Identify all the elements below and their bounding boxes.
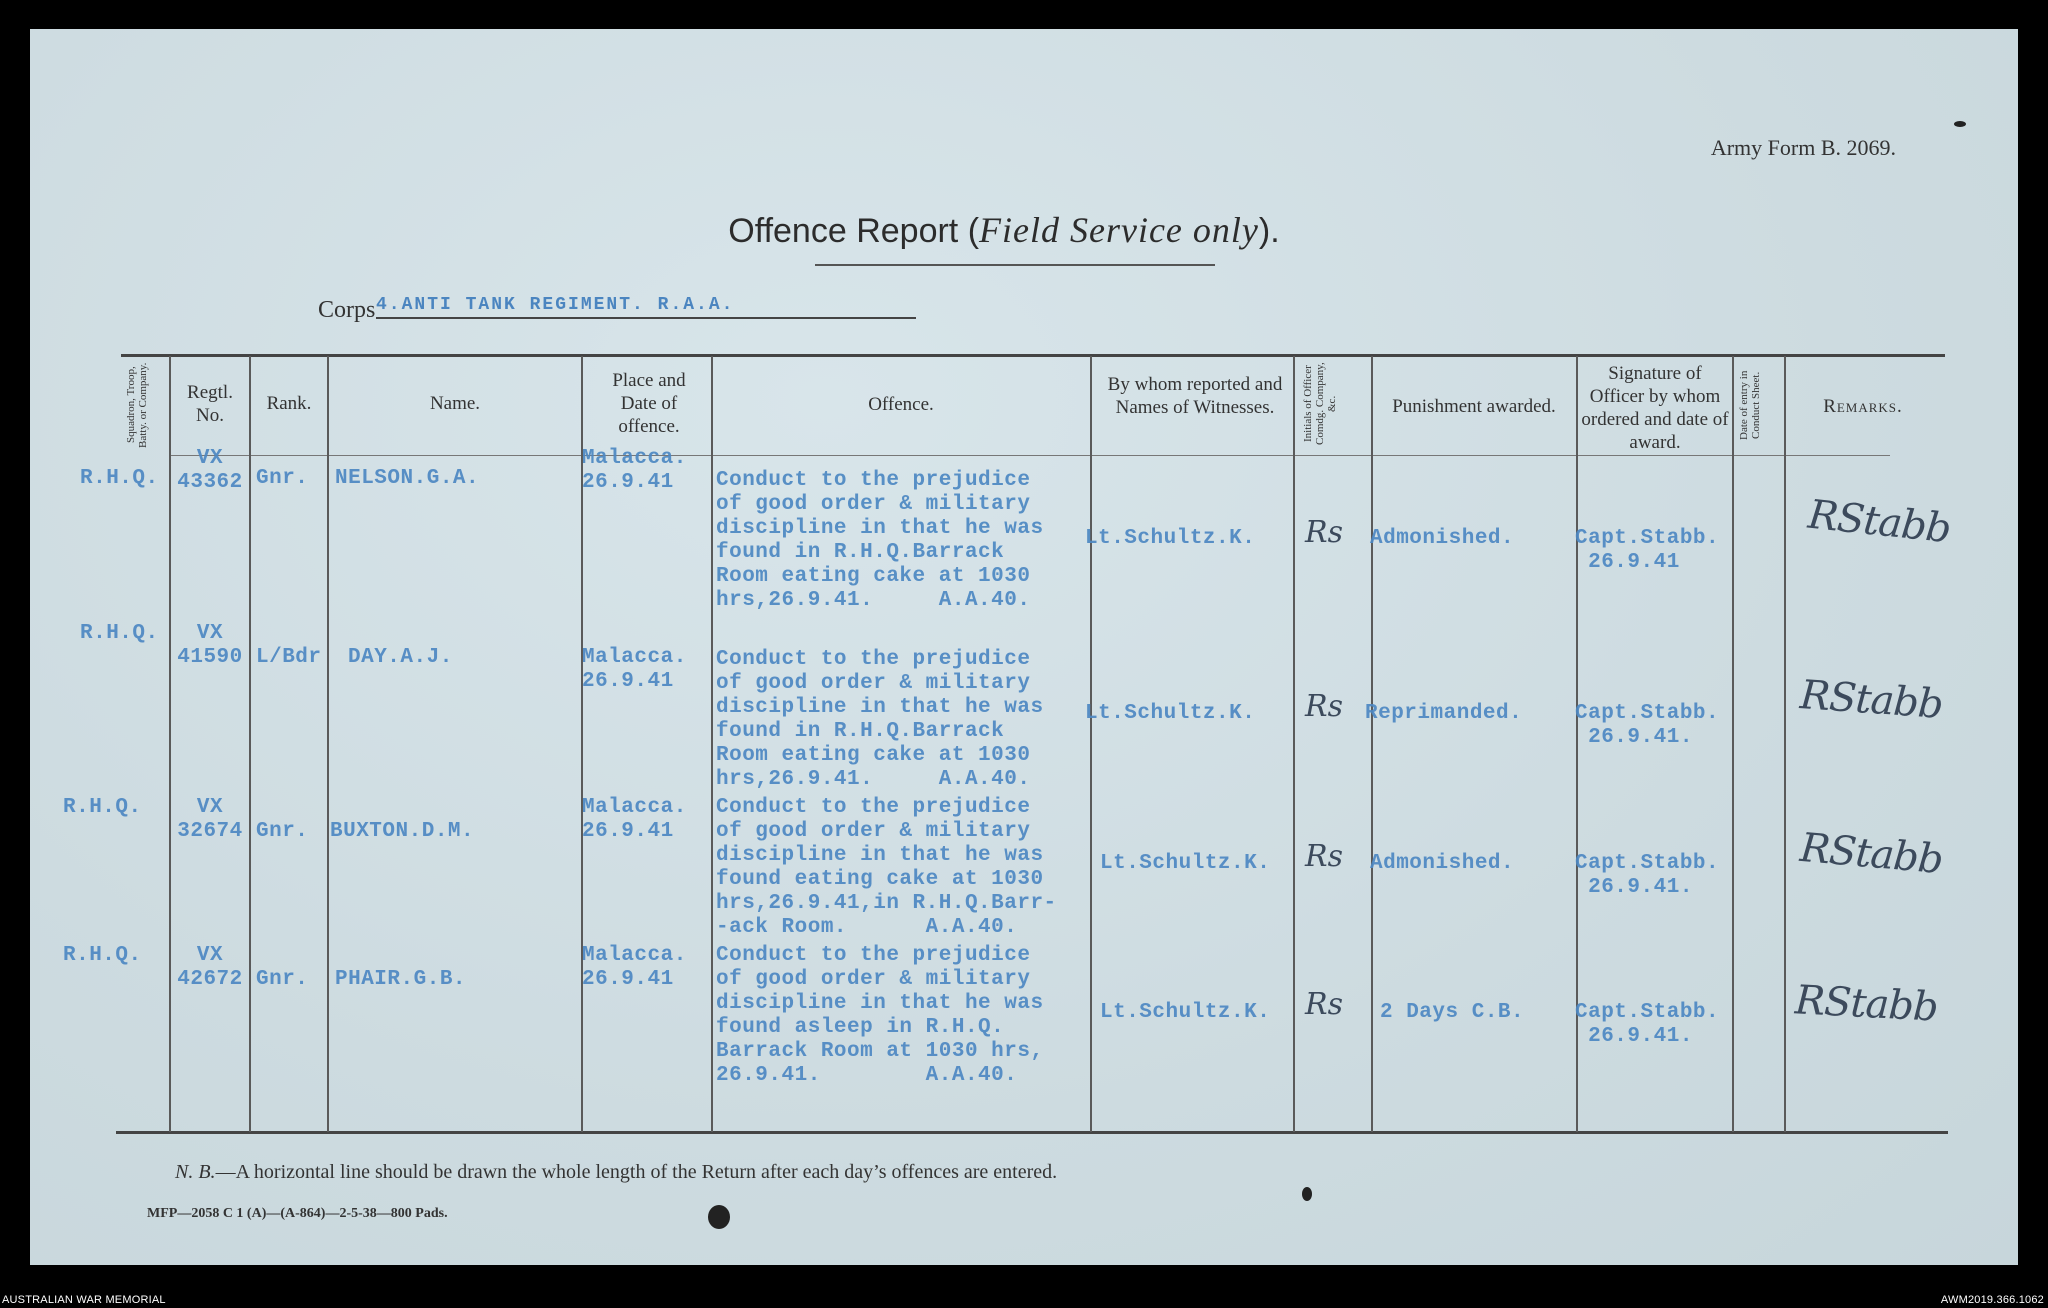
punch-hole (708, 1205, 730, 1229)
row3-remarks-signature: RStabb (1798, 824, 1945, 884)
row1-signature: Capt.Stabb. 26.9.41 (1575, 527, 1720, 574)
title-suffix: ). (1258, 212, 1280, 250)
nb-text: —A horizontal line should be drawn the whole length of the Return after each day’s offences are entered. (215, 1161, 1058, 1183)
row3-punishment: Admonished. (1370, 852, 1515, 875)
title-underline (815, 264, 1215, 266)
punch-hole-small (1302, 1187, 1312, 1201)
row4-name: PHAIR.G.B. (335, 968, 467, 991)
row2-initials: Rs (1305, 689, 1343, 724)
edge-mark (1954, 121, 1966, 127)
footer-credit: AUSTRALIAN WAR MEMORIAL (2, 1294, 166, 1306)
row2-rank: L/Bdr (256, 646, 322, 669)
row2-remarks-signature: RStabb (1798, 672, 1945, 728)
footer-accession-number: AWM2019.366.1062 (1940, 1294, 2044, 1306)
row3-squadron: R.H.Q. (63, 796, 142, 819)
row3-offence: Conduct to the prejudice of good order & military discipline in that he was found eating cake at 1030 hrs,26.9.41,in R.H.Q.Barr- -ack Room. A.A.40. (716, 796, 1057, 939)
col-line-5 (711, 356, 713, 1132)
col-line-1 (169, 356, 171, 1132)
row2-reported-by: Lt.Schultz.K. (1085, 702, 1256, 725)
row3-place-date: Malacca. 26.9.41 (582, 796, 687, 843)
row1-regtl-no: VX 43362 (177, 447, 243, 494)
row2-offence: Conduct to the prejudice of good order & military discipline in that he was found in R.H.Q.Barrack Room eating cake at 1030 hrs,26.9.41. A.A.40. (716, 648, 1044, 791)
header-reported-by: By whom reported and Names of Witnesses. (1107, 374, 1283, 418)
col-line-6 (1090, 356, 1092, 1132)
col-line-2 (249, 356, 251, 1132)
header-squadron: Squadron, Troop, Batty. or Company. (125, 362, 149, 448)
row3-name: BUXTON.D.M. (330, 820, 475, 843)
row4-initials: Rs (1305, 987, 1343, 1022)
offence-report-sheet (30, 29, 2018, 1265)
title-prefix: Offence Report ( (728, 212, 980, 250)
row1-reported-by: Lt.Schultz.K. (1085, 527, 1256, 550)
header-bottom-rule (170, 455, 1890, 456)
row1-punishment: Admonished. (1370, 527, 1515, 550)
row4-regtl-no: VX 42672 (177, 944, 243, 991)
col-line-8 (1371, 356, 1373, 1132)
row4-rank: Gnr. (256, 968, 309, 991)
table-top-rule (121, 354, 1945, 357)
col-line-7 (1293, 356, 1295, 1132)
row2-name: DAY.A.J. (348, 646, 453, 669)
row4-offence: Conduct to the prejudice of good order & military discipline in that he was found asleep in R.H.Q. Barrack Room at 1030 hrs, 26.9.41. A.A.40. (716, 944, 1044, 1087)
row4-remarks-signature: RStabb (1793, 977, 1939, 1031)
row1-remarks-signature: RStabb (1805, 491, 1953, 553)
row1-name: NELSON.G.A. (335, 467, 480, 490)
row4-place-date: Malacca. 26.9.41 (582, 944, 687, 991)
row4-reported-by: Lt.Schultz.K. (1100, 1001, 1271, 1024)
col-line-3 (327, 356, 329, 1132)
header-name: Name. (429, 393, 481, 414)
header-date-entry: Date of entry in Conduct Sheet. (1738, 370, 1762, 440)
page-title (10, 209, 1998, 251)
header-offence: Offence. (868, 394, 934, 415)
corps-value: 4.ANTI TANK REGIMENT. R.A.A. (376, 295, 916, 319)
header-initials: Initials of Officer Comdg. Company, &c. (1302, 362, 1338, 446)
row2-place-date: Malacca. 26.9.41 (582, 646, 687, 693)
header-punishment: Punishment awarded. (1392, 396, 1556, 417)
title-italic: Field Service only (979, 210, 1259, 250)
row1-squadron: R.H.Q. (80, 467, 159, 490)
row1-offence: Conduct to the prejudice of good order & military discipline in that he was found in R.H.Q.Barrack Room eating cake at 1030 hrs,26.9.41. A.A.40. (716, 469, 1044, 612)
table-bottom-rule (116, 1131, 1948, 1134)
row2-punishment: Reprimanded. (1365, 702, 1523, 725)
nb-note (175, 1161, 1057, 1184)
print-code: MFP—2058 C 1 (A)—(A-864)—2-5-38—800 Pads. (147, 1206, 448, 1221)
row2-regtl-no: VX 41590 (177, 622, 243, 669)
row3-signature: Capt.Stabb. 26.9.41. (1575, 852, 1720, 899)
nb-label: N. B. (175, 1161, 216, 1183)
row2-signature: Capt.Stabb. 26.9.41. (1575, 702, 1720, 749)
header-regtl-no: Regtl. No. (187, 382, 233, 426)
row4-punishment: 2 Days C.B. (1380, 1001, 1525, 1024)
header-place-date: Place and Date of offence. (612, 370, 686, 437)
row1-initials: Rs (1305, 515, 1343, 550)
row3-initials: Rs (1305, 839, 1343, 874)
row3-reported-by: Lt.Schultz.K. (1100, 852, 1271, 875)
row4-signature: Capt.Stabb. 26.9.41. (1575, 1001, 1720, 1048)
row1-rank: Gnr. (256, 467, 309, 490)
col-line-11 (1784, 356, 1786, 1132)
col-line-10 (1732, 356, 1734, 1132)
row3-rank: Gnr. (256, 820, 309, 843)
header-rank: Rank. (266, 393, 312, 414)
corps-label: Corps (318, 297, 376, 323)
header-signature: Signature of Officer by whom ordered and date of award. (1581, 363, 1729, 453)
row2-squadron: R.H.Q. (80, 622, 159, 645)
row3-regtl-no: VX 32674 (177, 796, 243, 843)
header-remarks: Remarks. (1823, 396, 1903, 417)
army-form-number: Army Form B. 2069. (1710, 135, 1896, 160)
row4-squadron: R.H.Q. (63, 944, 142, 967)
row1-place-date: Malacca. 26.9.41 (582, 447, 687, 494)
